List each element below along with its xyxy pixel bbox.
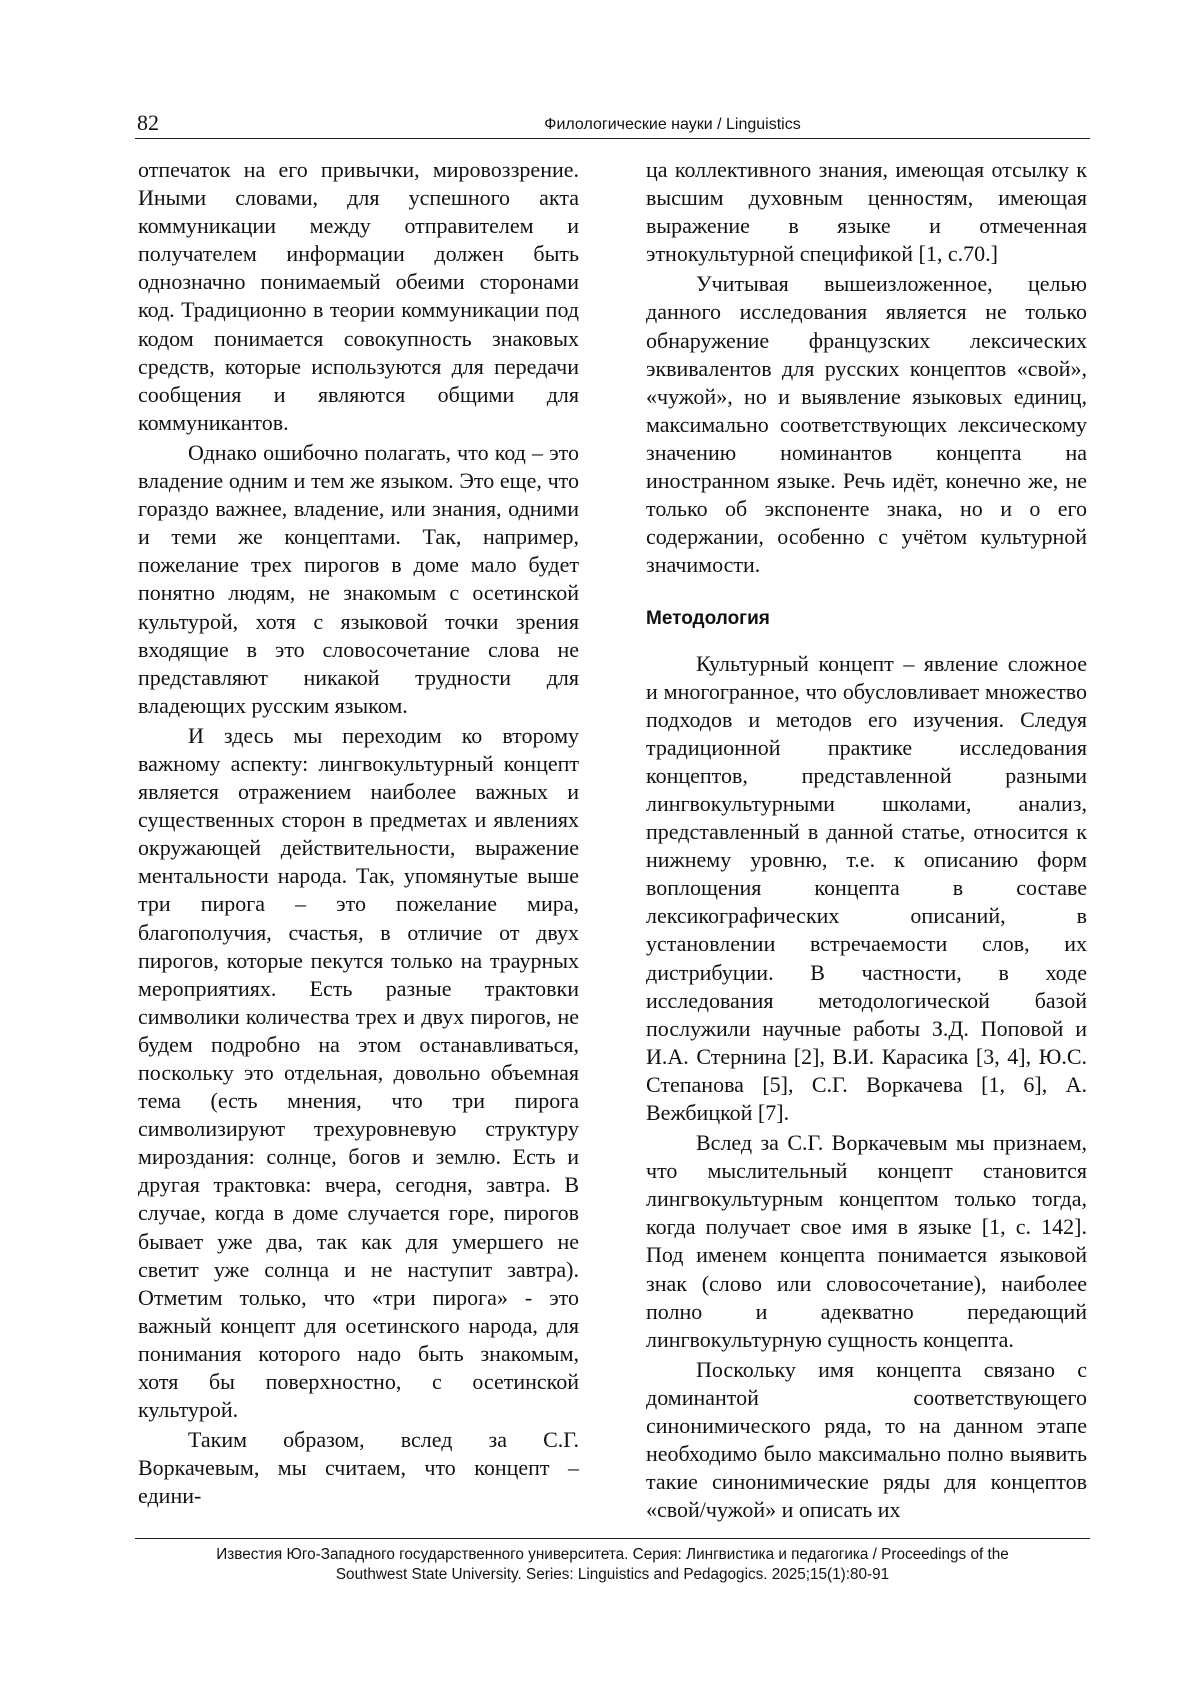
footer-citation-line: Известия Юго-Западного государственного университета. Серия: Лингвистика и педагогика / Proceedings of the [216,1546,1009,1563]
paragraph: Учитывая вышеизложенное, целью данного исследования является не только обнаружение французских лексических эквивалентов для русских концептов «свой», «чужой», но и выявление языковых единиц, максимально соответствующих лексическому значению номинантов концепта на иностранном языке. Речь идёт, конечно же, не только об экспоненте знака, но и о его содержании, особенно с учётом культурной значимости. [646,271,1087,578]
section-heading: Методология [646,608,770,630]
paragraph: И здесь мы переходим ко второму важному аспекту: лингвокультурный концепт является отражением наиболее важных и существенных сторон в предметах и явлениях окружающей действительности, выражение ментальности народа. Так, упомянутые выше три пирога – это пожелание мира, благополучия, счастья, в отличие от двух пирогов, которые пекутся только на траурных мероприятиях. Есть разные трактовки символики количества трех и двух пирогов, не будем подробно на этом останавливаться, поскольку это отдельная, довольно объемная тема (есть мнения, что три пирога символизируют трехуровневую структуру мироздания: солнце, богов и землю. Есть и другая трактовка: вчера, сегодня, завтра. В случае, когда в доме случается горе, пирогов бывает уже два, так как для умершего не светит уже солнца и не наступит завтра). Отметим только, что «три пирога» - это важный концепт для осетинского народа, для понимания которого надо быть знакомым, хотя бы поверхностно, с осетинской культурой. [138,722,579,1423]
paragraph: Вслед за С.Г. Воркачевым мы признаем, что мыслительный концепт становится лингвокультурным концептом только тогда, когда получает свое имя в языке [1, с. 142]. Под именем концепта понимается языковой знак (слово или словосочетание), наиболее полно и адекватно передающий лингвокультурную сущность концепта. [646,1130,1087,1352]
page-number: 82 [137,110,159,135]
paragraph: Однако ошибочно полагать, что код – это владение одним и тем же языком. Это еще, что гораздо важнее, владение, или знания, одними и теми же концептами. Так, например, пожелание трех пирогов в доме мало будет понятно людям, не знакомым с осетинской культурой, хотя с языковой точки зрения входящие в это словосочетание слова не представляют никакой трудности для владеющих русским языком. [138,439,579,718]
paragraph: отпечаток на его привычки, мировоззрение. Иными словами, для успешного акта коммуникации между отправителем и получателем информации должен быть однозначно понимаемый обеими сторонами код. Традиционно в теории коммуникации под кодом понимается совокупность знаковых средств, которые используются для передачи сообщения и являются общими для коммуникантов. [138,157,579,435]
paragraph: Поскольку имя концепта связано с доминантой соответствующего синонимического ряда, то на данном этапе необходимо было максимально полно выявить такие синонимические ряды для концептов «свой/чужой» и описать их [646,1356,1087,1523]
footer-citation-line: Southwest State University. Series: Linguistics and Pedagogics. 2025;15(1):80-91 [335,1566,890,1583]
running-title: Филологические науки / Linguistics [544,116,801,133]
paragraph: Таким образом, вслед за С.Г. Воркачевым, мы считаем, что концепт – едини- [138,1427,579,1509]
left-column [138,156,579,1513]
paragraph: Культурный концепт – явление сложное и многогранное, что обусловливает множество подходов и методов его изучения. Следуя традиционной практике исследования концептов, представленной разными лингвокультурными школами, анализ, представленный в данной статье, относится к нижнему уровню, т.е. к описанию форм воплощения концепта в составе лексикографических описаний, в установлении встречаемости слов, их дистрибуции. В частности, в ходе исследования методологической базой послужили научные работы З.Д. Поповой и И.А. Стернина [2], В.И. Карасика [3, 4], Ю.С. Степанова [5], С.Г. Воркачева [1, 6], А. Вежбицкой [7]. [646,650,1087,1125]
page-footer [135,1538,1090,1585]
page-header [135,110,1090,139]
right-column [646,156,1087,1526]
paragraph: ца коллективного знания, имеющая отсылку к высшим духовным ценностям, имеющая выражение в языке и отмеченная этнокультурной спецификой [1, с.70.] [646,157,1087,267]
